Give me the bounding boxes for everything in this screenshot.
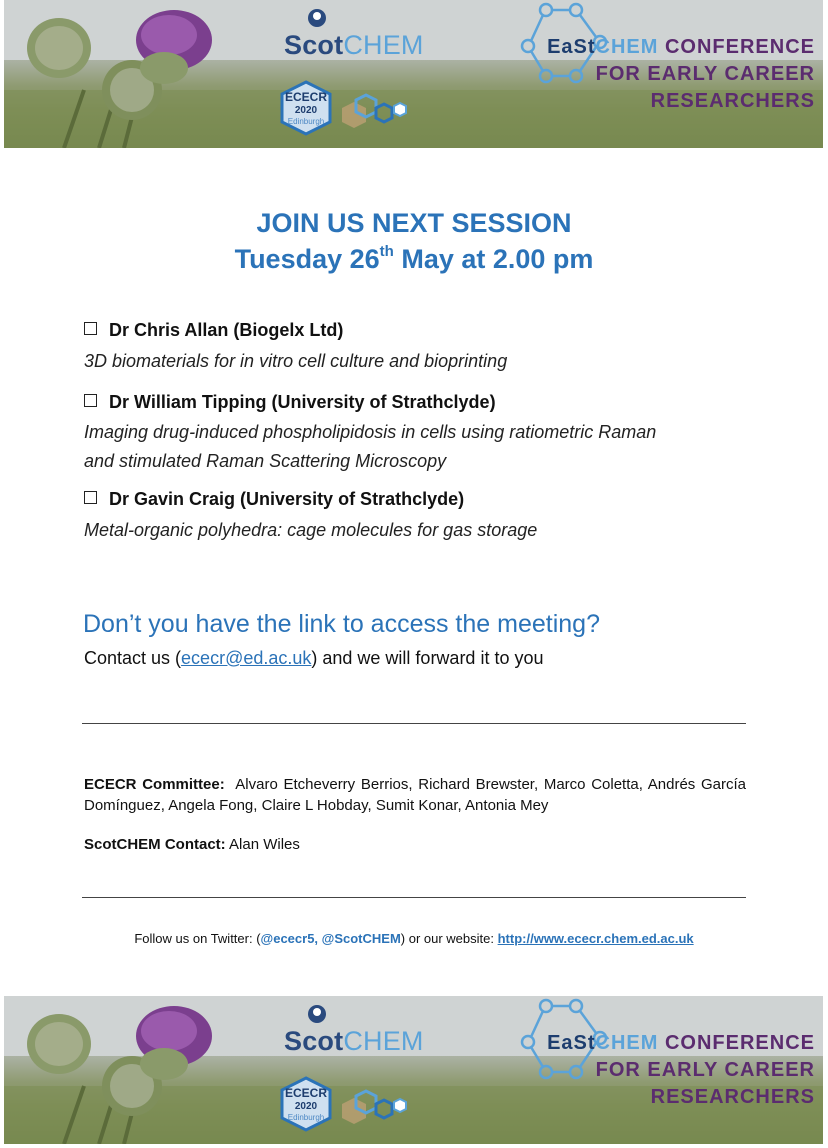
speaker-2-name: Dr William Tipping (University of Strathclyde) [84, 392, 496, 413]
checkbox-icon [84, 394, 97, 407]
session-heading: JOIN US NEXT SESSION [256, 208, 572, 238]
contact-line: Contact us (ececr@ed.ac.uk) and we will forward it to you [84, 648, 544, 668]
committee-list: ECECR Committee: Alvaro Etcheverry Berrios, Richard Brewster, Marco Coletta, Andrés García Domínguez, Angela Fong, Claire L Hobday, Sumit Konar, Antonia Mey [84, 776, 747, 814]
email-link[interactable]: ececr@ed.ac.uk [181, 648, 312, 668]
header-banner [4, 0, 823, 148]
speaker-1-talk: 3D biomaterials for in vitro cell culture and bioprinting [84, 351, 508, 371]
badge-text-ececr: ECECR [284, 1086, 327, 1100]
scotchem-logo-icon [306, 6, 328, 30]
speaker-3-talk: Metal-organic polyhedra: cage molecules for gas storage [84, 520, 538, 540]
access-question: Don’t you have the link to access the meeting? [83, 610, 600, 638]
badge-text-year: 2020 [294, 105, 318, 116]
eastchem-conference-title: EaStCHEM CONFERENCE FOR EARLY CAREER RESEARCHERS [547, 1032, 815, 1108]
follow-us-line: Follow us on Twitter: (@ececr5, @ScotCHEM) or our website: http://www.ececr.chem.ed.ac.uk [134, 931, 694, 946]
badge-text-ececr: ECECR [284, 90, 327, 104]
scotchem-contact: ScotCHEM Contact: Alan Wiles [84, 836, 300, 853]
eastchem-conference-title: EaStCHEM CONFERENCE FOR EARLY CAREER RESEARCHERS [547, 36, 815, 112]
divider [82, 897, 746, 898]
footer-banner [4, 996, 823, 1144]
speaker-1-name: Dr Chris Allan (Biogelx Ltd) [84, 320, 343, 341]
divider [82, 723, 746, 724]
checkbox-icon [84, 322, 97, 335]
twitter-handles-link[interactable]: @ececr5, @ScotCHEM [260, 931, 401, 946]
session-date: Tuesday 26th May at 2.00 pm [234, 243, 594, 274]
website-link[interactable]: http://www.ececr.chem.ed.ac.uk [497, 931, 694, 946]
scotchem-logo: ScotCHEM [284, 1026, 424, 1056]
badge-text-city: Edinburgh [287, 1113, 325, 1122]
speaker-2-talk: Imaging drug-induced phospholipidosis in cells using ratiometric Raman and stimulated Raman Scattering Microscopy [84, 422, 657, 471]
badge-text-year: 2020 [294, 1101, 318, 1112]
checkbox-icon [84, 491, 97, 504]
badge-text-city: Edinburgh [287, 117, 325, 126]
speaker-3-name: Dr Gavin Craig (University of Strathclyde) [84, 489, 464, 510]
scotchem-logo: ScotCHEM [284, 30, 424, 60]
scotchem-logo-icon [306, 1002, 328, 1026]
